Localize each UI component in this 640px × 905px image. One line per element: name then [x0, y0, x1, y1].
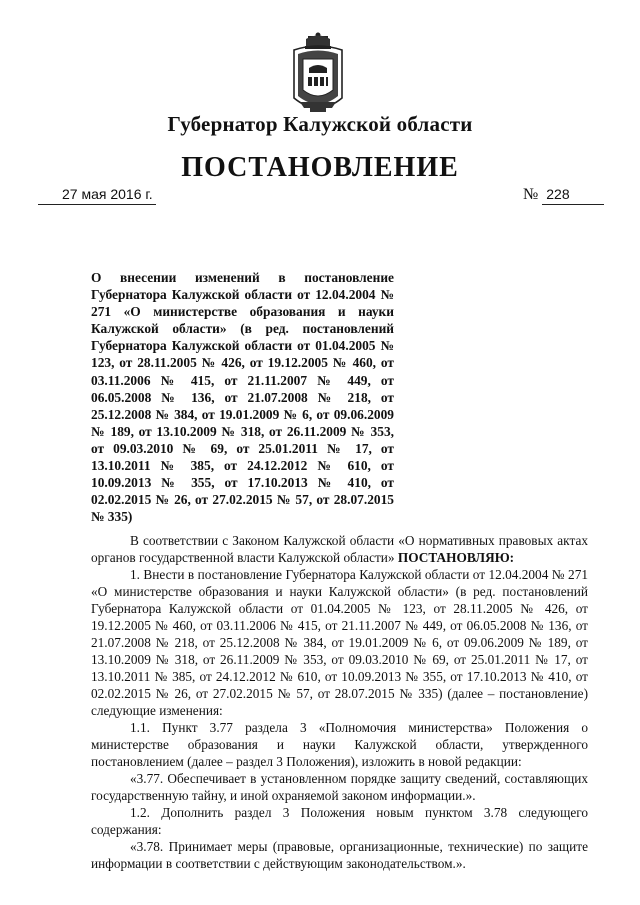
- preamble-text: В соответствии с Законом Калужской области «О нормативных правовых актах органов государственной власти Калужской области»: [91, 533, 588, 565]
- item-1: 1. Внести в постановление Губернатора Калужской области от 12.04.2004 № 271 «О министерстве образования и науки Калужской области» (в ред. постановлений Губернатора Калужской области от 01.04.2005 № 123, от 28.11.2005 № 426, от 19.12.2005 № 460, от 03.11.2006 № 415, от 21.11.2007 № 449, от 06.05.2008 № 136, от 21.07.2008 № 218, от 25.12.2008 № 384, от 19.01.2009 № 6, от 09.06.2009 № 189, от 13.10.2009 № 318, от 26.11.2009 № 353, от 09.03.2010 № 69, от 25.01.2011 № 17, от 13.10.2011 № 385, от 24.12.2012 № 610, от 10.09.2013 № 355, от 17.10.2013 № 410, от 02.02.2015 № 26, от 27.02.2015 № 57, от 28.07.2015 № 335) (далее – постановление) следующие изменения:: [91, 567, 588, 718]
- document-number: 228: [542, 184, 604, 205]
- item-1-2-text: «3.78. Принимает меры (правовые, организационные, технические) по защите информации в соответствии с действующим законодательством.».: [91, 839, 588, 871]
- document-subject: О внесении изменений в постановление Губернатора Калужской области от 12.04.2004 № 271 «О министерстве образования и науки Калужской области» (в ред. постановлений Губернатора Калужской области от 01.04.2005 № 123, от 28.11.2005 № 426, от 19.12.2005 № 460, от 03.11.2006 № 415, от 21.11.2007 № 449, от 06.05.2008 № 136, от 21.07.2008 № 218, от 25.12.2008 № 384, от 19.01.2009 № 6, от 09.06.2009 № 189, от 13.10.2009 № 318, от 26.11.2009 № 353, от 09.03.2010 № 69, от 25.01.2011 № 17, от 13.10.2011 № 385, от 24.12.2012 № 610, от 10.09.2013 № 355, от 17.10.2013 № 410, от 02.02.2015 № 26, от 27.02.2015 № 57, от 28.07.2015 № 335): [91, 270, 394, 525]
- document-date: 27 мая 2016 г.: [62, 186, 153, 202]
- document-number-field: [523, 184, 613, 205]
- authority-title: Губернатор Калужской области: [167, 112, 473, 136]
- preamble-paragraph: [91, 532, 588, 566]
- document-body: [91, 532, 588, 872]
- coat-of-arms-icon: [286, 32, 350, 120]
- document-type: ПОСТАНОВЛЕНИЕ: [181, 152, 459, 183]
- item-1-2: 1.2. Дополнить раздел 3 Положения новым пунктом 3.78 следующего содержания:: [91, 805, 588, 837]
- document-date-field: [38, 184, 156, 205]
- number-sign: №: [523, 186, 539, 203]
- item-1-1-text: «3.77. Обеспечивает в установленном порядке защиту сведений, составляющих государственную тайну, и иной охраняемой законом информации.».: [91, 771, 588, 803]
- resolve-word: ПОСТАНОВЛЯЮ:: [397, 550, 515, 565]
- item-1-1: 1.1. Пункт 3.77 раздела 3 «Полномочия министерства» Положения о министерстве образования и науки Калужской области, утвержденного постановлением (далее – раздел 3 Положения), изложить в новой редакции:: [91, 720, 588, 769]
